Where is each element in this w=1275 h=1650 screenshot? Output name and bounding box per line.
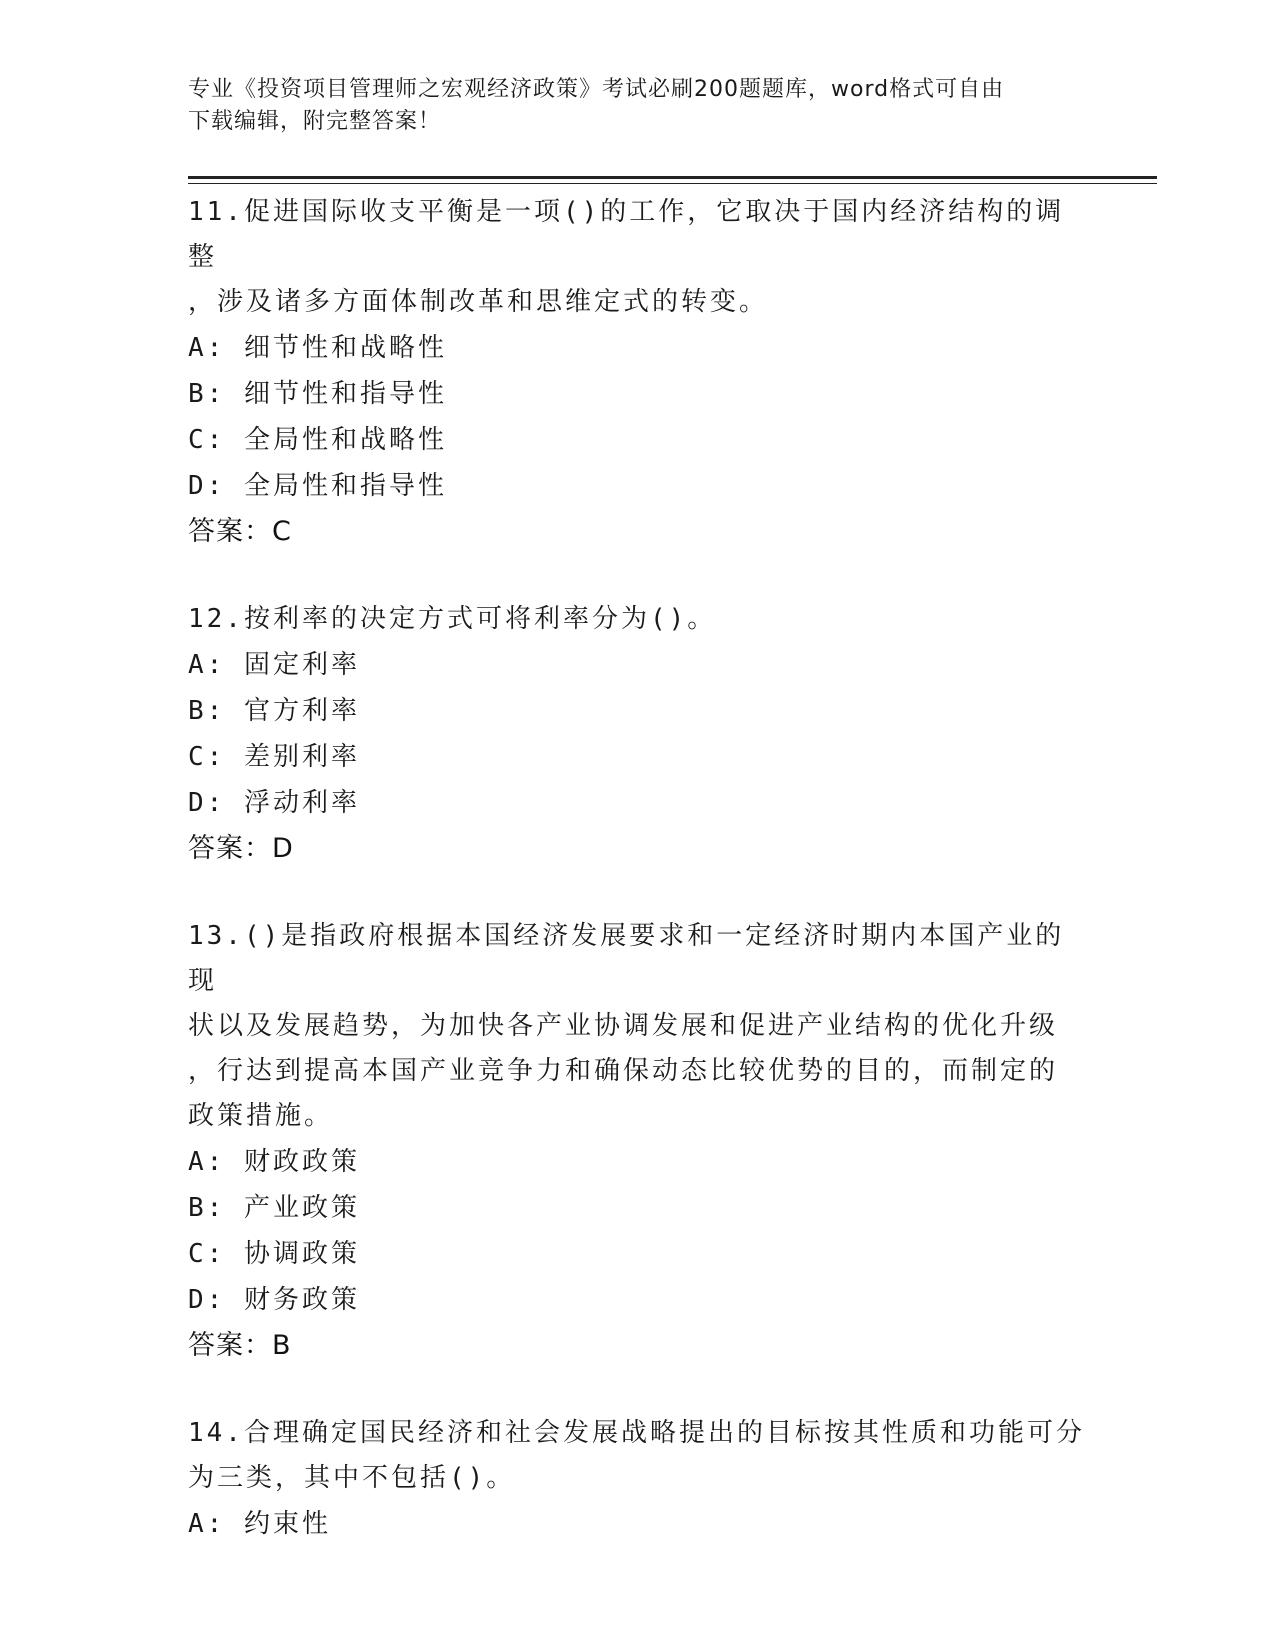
option-c: C: 全局性和战略性 [188, 425, 447, 455]
answer: 答案：D [188, 833, 294, 864]
option-c: C: 差别利率 [188, 742, 360, 772]
question-13 [188, 914, 1088, 1369]
header-line-2: 下载编辑，附完整答案！ [188, 109, 442, 134]
question-14 [188, 1411, 1088, 1547]
header-divider-thin [188, 183, 1157, 184]
option-a: A: 固定利率 [188, 650, 360, 680]
question-12 [188, 597, 1088, 872]
option-b: B: 产业政策 [188, 1193, 360, 1223]
option-a: A: 细节性和战略性 [188, 333, 447, 363]
option-d: D: 财务政策 [188, 1285, 360, 1315]
question-text: 12.按利率的决定方式可将利率分为()。 [188, 604, 717, 634]
header-divider-thick [188, 176, 1157, 179]
option-a: A: 财政政策 [188, 1147, 360, 1177]
header-line-1: 专业《投资项目管理师之宏观经济政策》考试必刷200题题库，word格式可自由 [188, 77, 1005, 102]
question-text: 11.促进国际收支平衡是一项()的工作，它取决于国内经济结构的调整 ，涉及诸多方面体制改革和思维定式的转变。 [188, 197, 1065, 317]
question-text: 13.()是指政府根据本国经济发展要求和一定经济时期内本国产业的现 状以及发展趋势，为加快各产业协调发展和促进产业结构的优化升级 ，行达到提高本国产业竞争力和确保动态比较优势的目的，而制定的 政策措施。 [188, 921, 1065, 1131]
option-b: B: 细节性和指导性 [188, 379, 447, 409]
option-a: A: 约束性 [188, 1509, 331, 1539]
option-d: D: 全局性和指导性 [188, 471, 447, 501]
answer: 答案：C [188, 516, 292, 547]
question-list [188, 190, 1088, 1589]
option-c: C: 协调政策 [188, 1239, 360, 1269]
option-d: D: 浮动利率 [188, 788, 360, 818]
document-header [188, 74, 1068, 138]
option-b: B: 官方利率 [188, 696, 360, 726]
question-11 [188, 190, 1088, 555]
answer: 答案：B [188, 1330, 292, 1361]
question-text: 14.合理确定国民经济和社会发展战略提出的目标按其性质和功能可分 为三类，其中不包括()。 [188, 1418, 1085, 1493]
